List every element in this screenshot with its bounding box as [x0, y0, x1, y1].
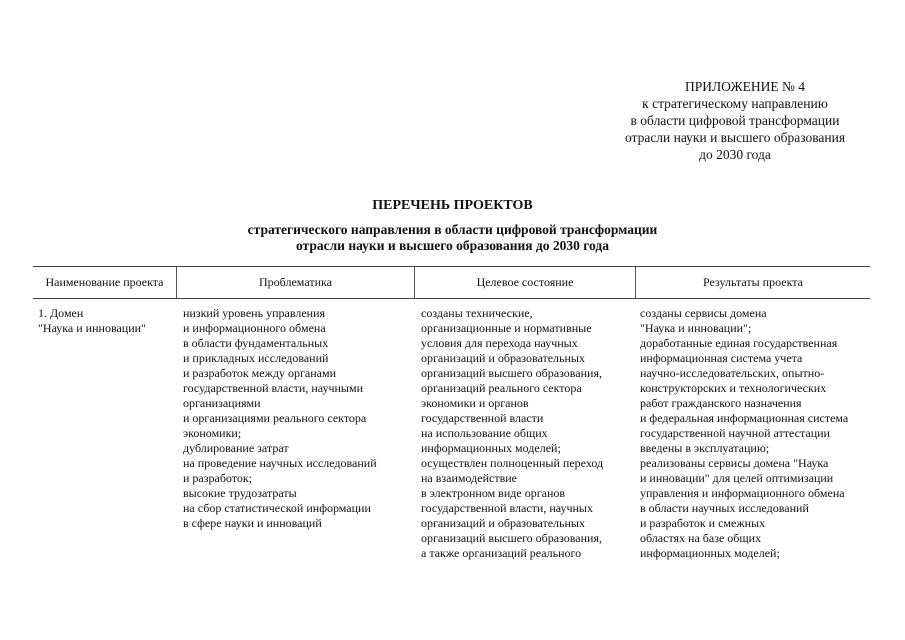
appendix-title: ПРИЛОЖЕНИЕ № 4 [684, 79, 806, 94]
subtitle-line: стратегического направления в области цифровой трансформации [247, 222, 658, 237]
document-subtitle [0, 222, 905, 254]
appendix-line: до 2030 года [699, 147, 771, 162]
table-row [33, 299, 870, 589]
subtitle-line: отрасли науки и высшего образования до 2030 года [295, 238, 609, 253]
appendix-line: в области цифровой трансформации [630, 113, 840, 128]
table-header-row [33, 266, 870, 299]
appendix-block [560, 78, 905, 163]
projects-table [33, 266, 870, 589]
target-state-cell: созданы технические, организационные и нормативные условия для перехода научных организаций и образовательных организаций высшего образования, организаций реального сектора экономики и органов государственной власти на использование общих информационных моделей; осуществлен полноценный переход на взаимодействие в электронном виде органов государственной власти, научных организаций и образовательных организаций высшего образования, а также организаций реального [421, 306, 604, 560]
project-name-cell: 1. Домен "Наука и инновации" [38, 306, 146, 335]
column-header-target: Целевое состояние [476, 275, 574, 289]
column-header-problems: Проблематика [259, 275, 332, 289]
column-header-name: Наименование проекта [45, 275, 164, 289]
column-header-results: Результаты проекта [703, 275, 803, 289]
document-title: ПЕРЕЧЕНЬ ПРОЕКТОВ [372, 198, 533, 213]
results-cell: созданы сервисы домена "Наука и инновации"; доработанные единая государственная информационная система учета научно-исследовательских, опытно- конструкторских и технологических работ гражданского назначения и федеральная информационная система государственной научной аттестации введены в эксплуатацию; реализованы сервисы домена "Наука и инновации" для целей оптимизации управления и информационного обмена в области научных исследований и разработок и смежных областях на базе общих информационных моделей; [640, 306, 849, 560]
problems-cell: низкий уровень управления и информационного обмена в области фундаментальных и прикладных исследований и разработок между органами государственной власти, научными организациями и организациями реального сектора экономики; дублирование затрат на проведение научных исследований и разработок; высокие трудозатраты на сбор статистической информации в сфере науки и инноваций [183, 306, 377, 530]
appendix-line: отрасли науки и высшего образования [624, 130, 846, 145]
appendix-line: к стратегическому направлению [642, 96, 828, 111]
